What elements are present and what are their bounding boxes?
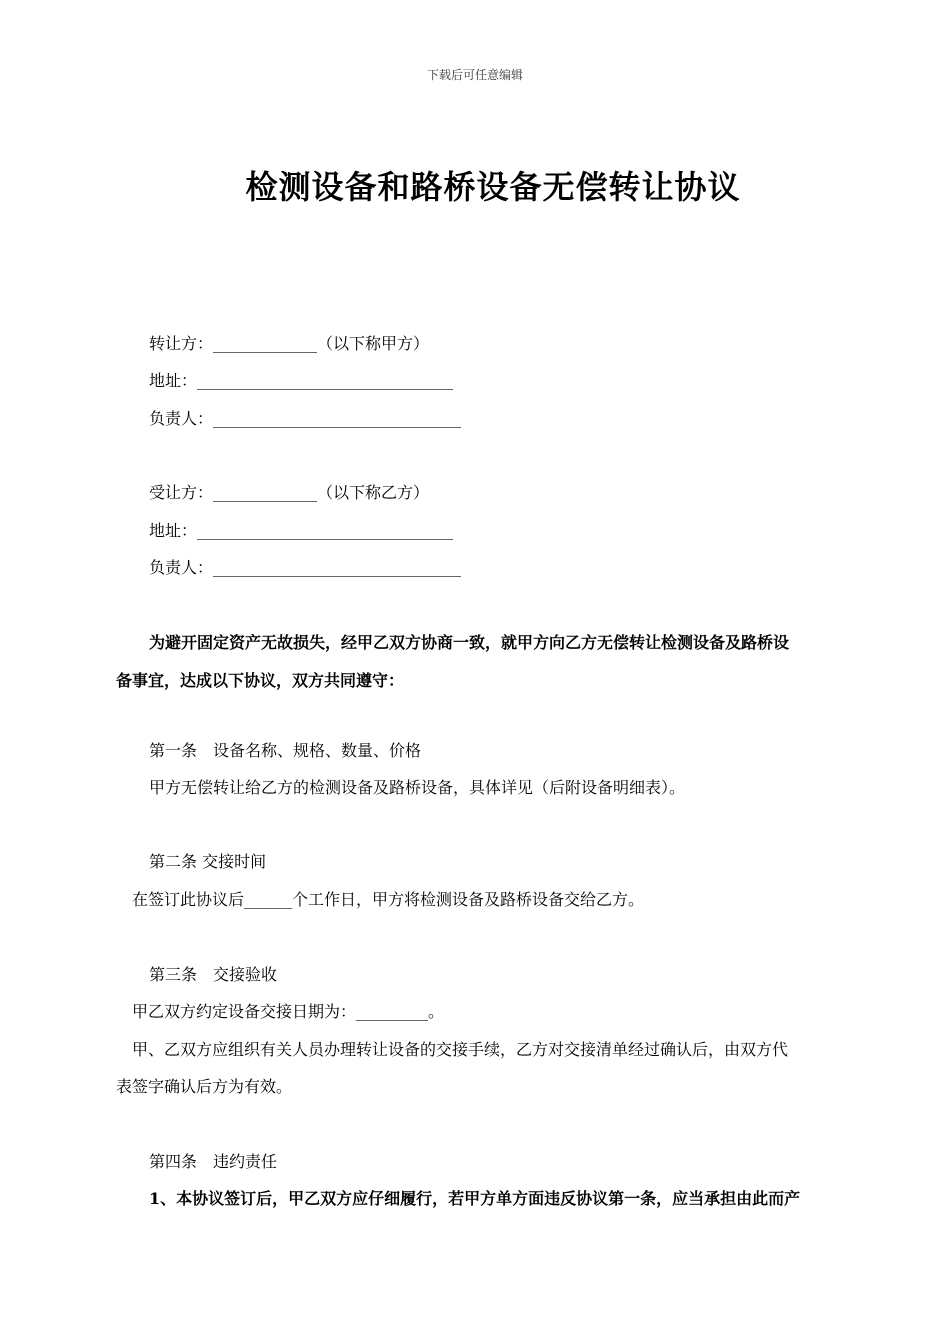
party-a-name-line: 转让方：_____________（以下称甲方） (149, 334, 430, 353)
party-a-leader-line: 负责人：_______________________________ (149, 409, 462, 428)
preamble-line-2: 备事宜，达成以下协议，双方共同遵守： (116, 671, 405, 690)
article-3-body-1: 甲乙双方约定设备交接日期为：_________。 (132, 1002, 445, 1021)
document-title: 检测设备和路桥设备无偿转让协议 (245, 168, 741, 206)
party-b-leader-line: 负责人：_______________________________ (149, 558, 462, 577)
article-1-heading: 第一条 设备名称、规格、数量、价格 (149, 741, 422, 760)
preamble-line-1: 为避开固定资产无故损失，经甲乙双方协商一致，就甲方向乙方无偿转让检测设备及路桥设 (149, 633, 790, 652)
party-b-address-line: 地址：________________________________ (149, 521, 454, 540)
party-b-name-line: 受让方：_____________（以下称乙方） (149, 483, 430, 502)
article-2-body: 在签订此协议后______个工作日，甲方将检测设备及路桥设备交给乙方。 (132, 890, 645, 909)
article-1-body: 甲方无偿转让给乙方的检测设备及路桥设备，具体详见（后附设备明细表）。 (149, 778, 686, 797)
article-2-heading: 第二条 交接时间 (149, 852, 267, 871)
article-3-body-2-line-1: 甲、乙双方应组织有关人员办理转让设备的交接手续，乙方对交接清单经过确认后，由双方代 (132, 1040, 789, 1059)
article-3-body-2-line-2: 表签字确认后方为有效。 (116, 1077, 293, 1096)
article-3-heading: 第三条 交接验收 (149, 965, 278, 984)
page-header-note: 下载后可任意编辑 (426, 68, 523, 82)
article-4-heading: 第四条 违约责任 (149, 1152, 278, 1171)
article-4-item-1: 1、本协议签订后，甲乙双方应仔细履行，若甲方单方面违反协议第一条，应当承担由此而产 (149, 1189, 801, 1208)
party-a-address-line: 地址：________________________________ (149, 371, 454, 390)
